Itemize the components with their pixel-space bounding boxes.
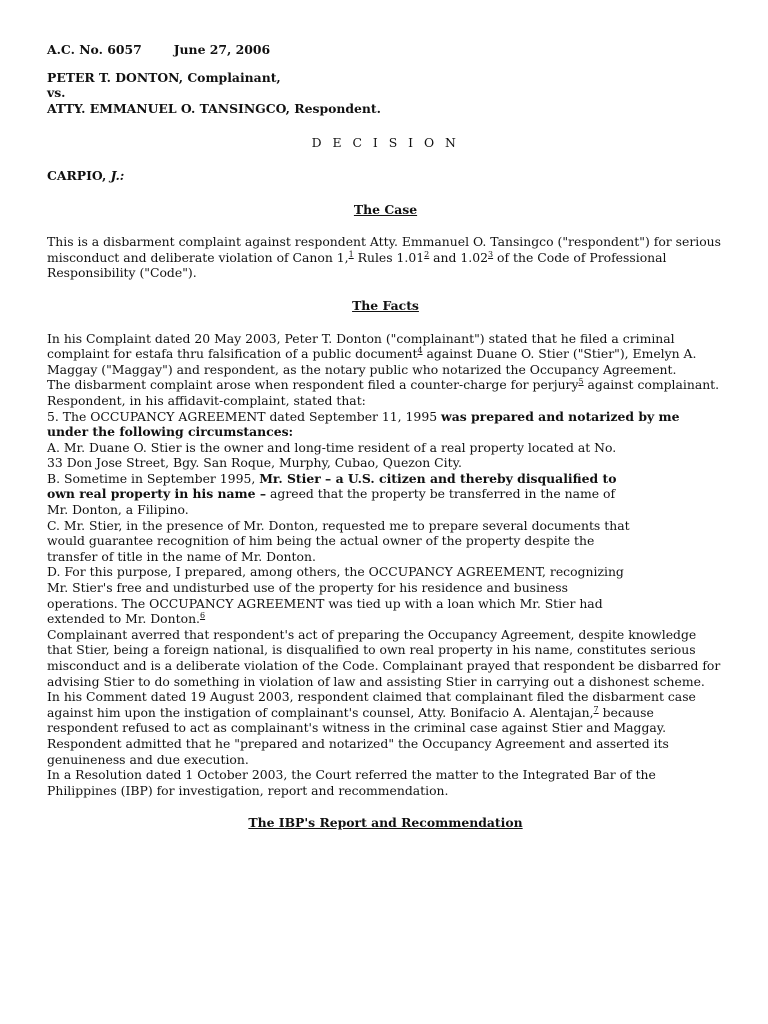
ponente-line <box>47 168 724 184</box>
quote-item-c: C. Mr. Stier, in the presence of Mr. Donton, requested me to prepare several documents that would guarantee recognition of him being the actual owner of the property despite the transfer of title in the name of Mr. Donton. <box>47 517 630 564</box>
facts-paragraph-complaint: In his Complaint dated 20 May 2003, Peter T. Donton ("complainant") stated that he filed a criminal complaint for estafa thru falsification of a public document$^4$ against Duane O. Stier ("Stier"), Emelyn A. Maggay ("Maggay") and respondent, as the notary public who notarized the Occupancy Agreement. <box>47 330 697 377</box>
case-date: June 27, 2006 <box>173 42 271 57</box>
footnote-1[interactable]: 1 <box>348 249 354 259</box>
case-number-line <box>47 42 724 58</box>
quote-item-b: B. Sometime in September 1995, Mr. Stier – a U.S. citizen and thereby disqualified to own real property in his name – agreed that the property be transferred in the name of Mr. Donton, a Filipino. <box>47 470 617 518</box>
heading-ibp-report: The IBP's Report and Recommendation <box>248 815 523 831</box>
quote-item-a: A. Mr. Duane O. Stier is the owner and long-time resident of a real property located at No. 33 Don Jose Street, Bgy. San Roque, Murphy, Cubao, Quezon City. <box>47 439 617 471</box>
case-paragraph: This is a disbarment complaint against respondent Atty. Emmanuel O. Tansingco ("respondent") for serious misconduct and deliberate violation of Canon 1,$^1$ Rules 1.01$^2$ and 1.02$^3$ of the Code of Professional Responsibility ("Code"). <box>47 234 722 281</box>
comment-paragraph: In his Comment dated 19 August 2003, respondent claimed that complainant filed the disbarment case against him upon the instigation of complainant's counsel, Atty. Bonifacio A. Alentajan,$^7$ because respondent refused to act as complainant's witness in the criminal case against Stier and Maggay. Respondent admitted that he "prepared and notarized" the Occupancy Agreement and asserted its genuineness and due execution. <box>47 689 696 767</box>
heading-the-facts: The Facts <box>352 297 419 313</box>
facts-paragraph-counter-charge: The disbarment complaint arose when respondent filed a counter-charge for perjury$^5$ against complainant. Respondent, in his affidavit-complaint, stated that: <box>47 377 720 408</box>
footnote-3[interactable]: 3 <box>488 249 494 259</box>
resolution-paragraph: In a Resolution dated 1 October 2003, the Court referred the matter to the Integrated Bar of the Philippines (IBP) for investigation, report and recommendation. <box>47 767 656 798</box>
footnote-4[interactable]: 4 <box>417 346 423 355</box>
footnote-7[interactable]: 7 <box>593 704 599 714</box>
footnote-2[interactable]: 2 <box>424 249 430 259</box>
respondent-line: ATTY. EMMANUEL O. TANSINGCO, Respondent. <box>47 100 381 116</box>
decision-title: D E C I S I O N <box>311 135 460 151</box>
ponente-name: CARPIO, <box>47 167 111 183</box>
footnote-6[interactable]: 6 <box>199 611 206 621</box>
case-number: A.C. No. 6057 <box>47 42 142 57</box>
versus-line: vs. <box>47 85 66 101</box>
quote-intro: 5. The OCCUPANCY AGREEMENT dated September 11, 1995 was prepared and notarized by me under the following circumstances: <box>47 408 680 440</box>
complainant-line: PETER T. DONTON, Complainant, <box>47 69 281 85</box>
heading-the-case: The Case <box>353 201 418 217</box>
ponente-title: J.: <box>110 167 125 183</box>
averred-paragraph: Complainant averred that respondent's act of preparing the Occupancy Agreement, despite knowledge that Stier, being a foreign national, is disqualified to own real property in his name, constitutes serious misconduct and is a deliberate violation of the Code. Complainant prayed that respondent be disbarred for advising Stier to do something in violation of law and assisting Stier in carrying out a dishonest scheme. <box>47 626 721 689</box>
quote-item-d: D. For this purpose, I prepared, among others, the OCCUPANCY AGREEMENT, recognizing Mr. Stier's free and undisturbed use of the property for his residence and business operations. The OCCUPANCY AGREEMENT was tied up with a loan which Mr. Stier had extended to Mr. Donton.$^6$ <box>47 564 624 627</box>
footnote-5[interactable]: 5 <box>578 377 584 387</box>
